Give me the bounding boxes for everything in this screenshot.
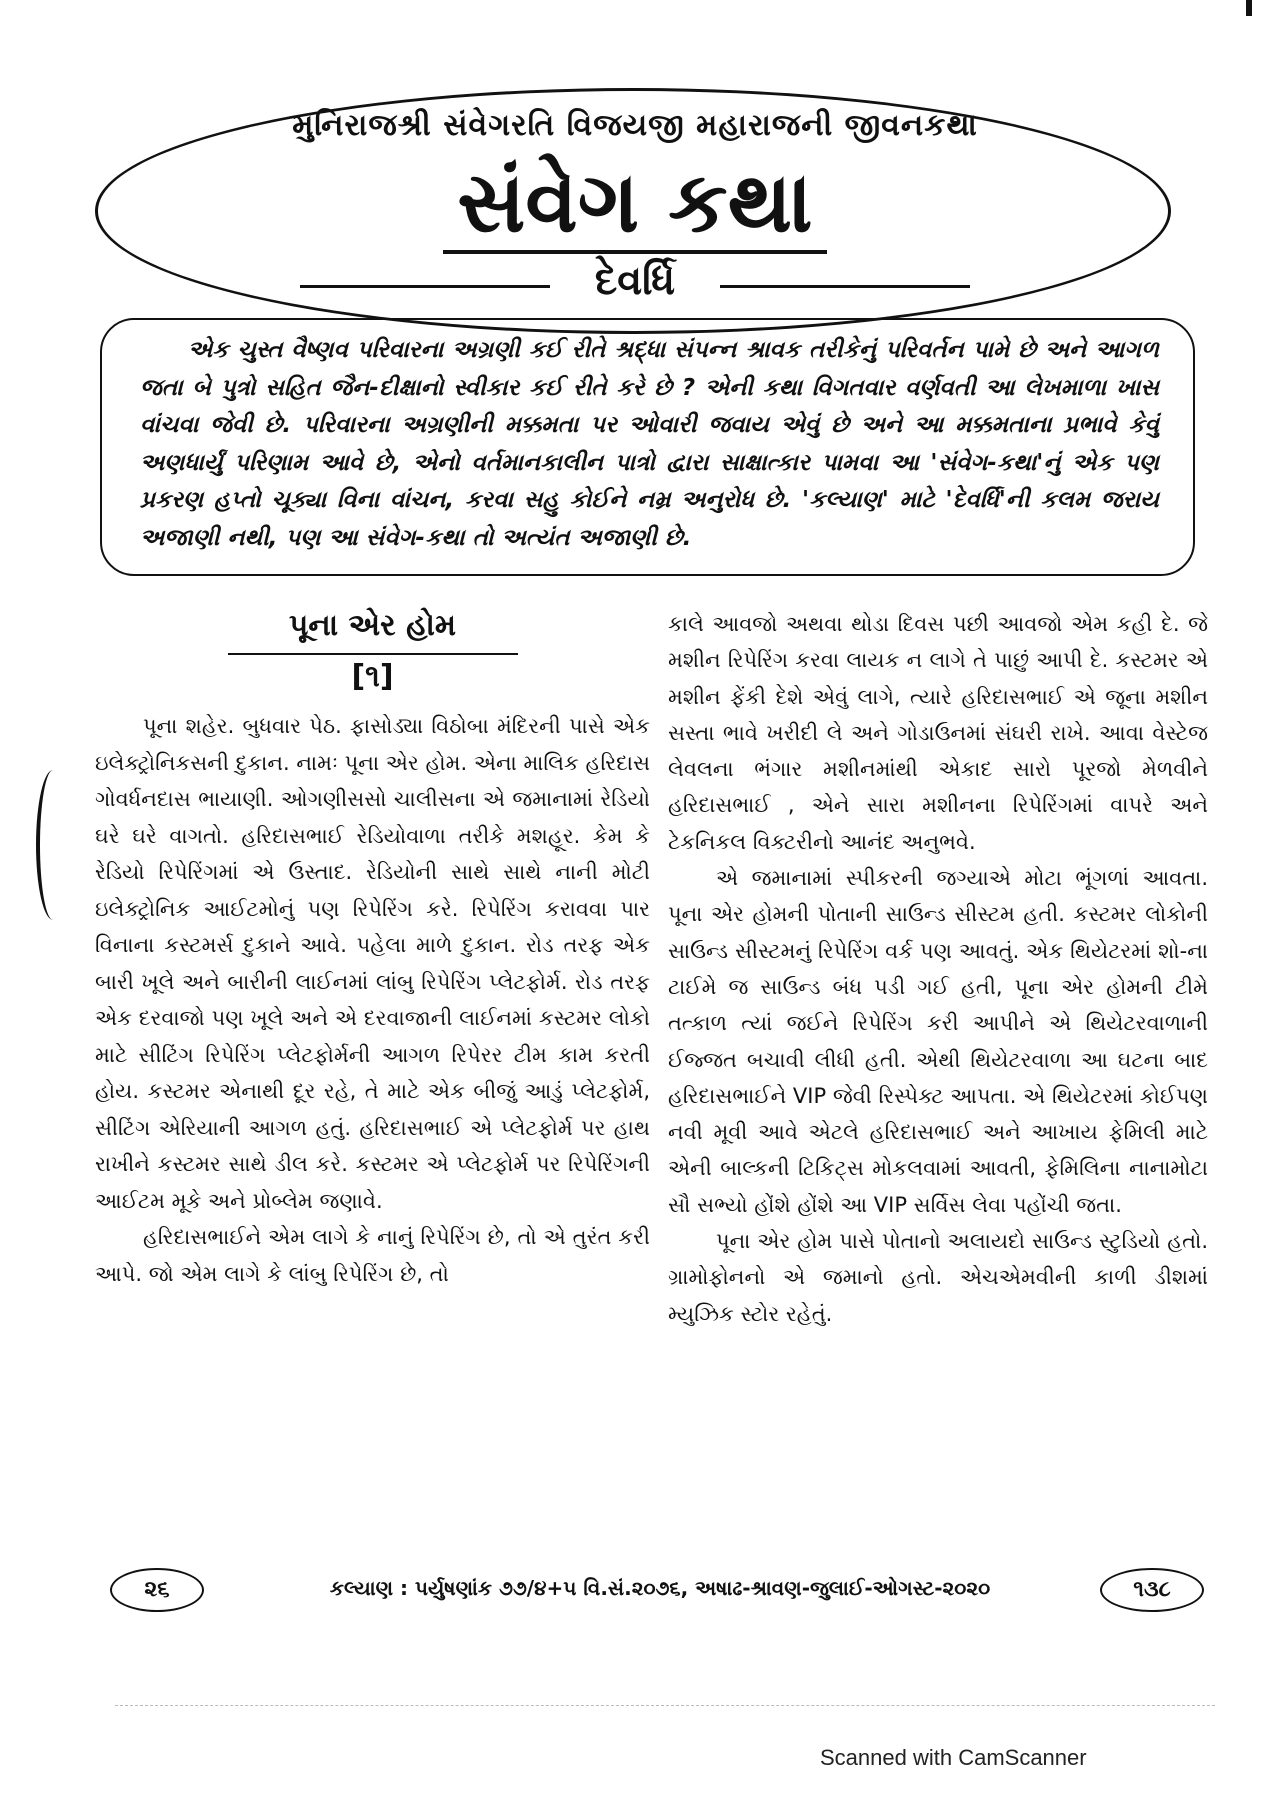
- series-title: [0, 153, 1270, 254]
- series-title-text: સંવેગ કથા: [443, 160, 826, 254]
- author-rule-right: [720, 285, 970, 288]
- author-name: દેવર્ધિ: [594, 258, 676, 304]
- page-number-left: ૨૬: [110, 1568, 204, 1612]
- author-rule-left: [300, 285, 550, 288]
- paragraph: એ જમાનામાં સ્પીકરની જગ્યાએ મોટા ભૂંગળાં આવતા. પૂના એર હોમની પોતાની સાઉન્ડ સીસ્ટમ હતી. કસ્ટમર લોકોની સાઉન્ડ સીસ્ટમનું રિપેરિંગ વર્ક પણ આવતું. એક થિયેટરમાં શો-ના ટાઈમે જ સાઉન્ડ બંધ પડી ગઈ હતી, પૂના એર હોમની ટીમે તત્કાળ ત્યાં જઈને રિપેરિંગ કરી આપીને એ થિયેટરવાળાની ઈજ્જત બચાવી લીધી હતી. એથી થિયેટરવાળા આ ઘટના બાદ હરિદાસભાઈને VIP જેવી રિસ્પેક્ટ આપતા. એ થિયેટરમાં કોઈપણ નવી મૂવી આવે એટલે હરિદાસભાઈ અને આખાય ફેમિલી માટે એની બાલ્કની ટિકિટ્સ મોકલવામાં આવતી, ફેમિલિના નાનામોટા સૌ સભ્યો હોંશે હોંશે આ VIP સર્વિસ લેવા પહોંચી જતા.: [668, 866, 1208, 1217]
- margin-bracket-mark: [36, 770, 70, 920]
- intro-text: એક ચુસ્ત વૈષ્ણવ પરિવારના અગ્રણી કઈ રીતે શ્રદ્ધા સંપન્ન શ્રાવક તરીકેનું પરિવર્તન પામે છે અને આગળ જતા બે પુત્રો સહિત જૈન-દીક્ષાનો સ્વીકાર કઈ રીતે કરે છે ? એની કથા વિગતવાર વર્ણવતી આ લેખમાળા ખાસ વાંચવા જેવી છે. પરિવારના અગ્રણીની મક્કમતા પર ઓવારી જવાય એવું છે અને આ મક્કમતાના પ્રભાવે કેવું અણધાર્યું પરિણામ આવે છે, એનો વર્તમાનકાલીન પાત્રો દ્વારા સાક્ષાત્કાર પામવા આ 'સંવેગ-કથા'નું એક પણ પ્રકરણ હપ્તો ચૂક્યા વિના વાંચન, કરવા સહુ કોઈને નમ્ર અનુરોધ છે. 'કલ્યાણ' માટે 'દેવર્ધિ'ની કલમ જરાય અજાણી નથી, પણ આ સંવેગ-કથા તો અત્યંત અજાણી છે.: [140, 337, 1159, 551]
- intro-box: [100, 318, 1195, 576]
- paragraph: પૂના એર હોમ પાસે પોતાનો અલાયદો સાઉન્ડ સ્ટુડિયો હતો. ગ્રામોફોનનો એ જમાનો હતો. એચએમવીની કાળી ડીશમાં મ્યુઝિક સ્ટોર રહેતું.: [668, 1229, 1208, 1326]
- paragraph: કાલે આવજો અથવા થોડા દિવસ પછી આવજો એમ કહી દે. જે મશીન રિપેરિંગ કરવા લાયક ન લાગે તે પાછું આપી દે. કસ્ટમર એ મશીન ફેંકી દેશે એવું લાગે, ત્યારે હરિદાસભાઈ એ જૂના મશીન સસ્તા ભાવે ખરીદી લે અને ગોડાઉનમાં સંઘરી રાખે. આવા વેસ્ટેજ લેવલના ભંગાર મશીનમાંથી એકાદ સારો પૂરજો મેળવીને હરિદાસભાઈ , એને સારા મશીનના રિપેરિંગમાં વાપરે અને ટેકનિકલ વિક્ટરીનો આનંદ અનુભવે.: [668, 612, 1208, 854]
- scanner-watermark: Scanned with CamScanner: [820, 1745, 1087, 1770]
- page-number-right: ૧૩૮: [1100, 1568, 1204, 1612]
- paragraph: હરિદાસભાઈને એમ લાગે કે નાનું રિપેરિંગ છે, તો એ તુરંત કરી આપે. જો એમ લાગે કે લાંબુ રિપેરિંગ છે, તો: [95, 1225, 650, 1286]
- page-footer: [0, 1568, 1270, 1618]
- article-column-right: [668, 606, 1208, 1332]
- article-heading: પૂના એર હોમ: [288, 608, 457, 643]
- publication-info: કલ્યાણ : પર્યુષણાંક ૭૭/૪+૫ વિ.સં.૨૦૭૬, અષાઢ-શ્રાવણ-જુલાઈ-ઓગસ્ટ-૨૦૨૦: [329, 1576, 991, 1600]
- author-row: [0, 258, 1270, 308]
- heading-underline: [228, 653, 518, 655]
- scan-edge-line: [115, 1705, 1215, 1707]
- scan-corner-mark: [1246, 0, 1252, 16]
- chapter-number: [૧]: [351, 659, 394, 694]
- paragraph: પૂના શહેર. બુધવાર પેઠ. ફાસોડ્યા વિઠોબા મંદિરની પાસે એક ઇલેક્ટ્રોનિકસની દુકાન. નામઃ પૂના એર હોમ. એના માલિક હરિદાસ ગોવર્ધનદાસ ભાયાણી. ઓગણીસસો ચાલીસના એ જમાનામાં રેડિયો ઘરે ઘરે વાગતો. હરિદાસભાઈ રેડિયોવાળા તરીકે મશહૂર. કેમ કે રેડિયો રિપેરિંગમાં એ ઉસ્તાદ. રેડિયોની સાથે સાથે નાની મોટી ઇલેક્ટ્રોનિક આઈટમોનું પણ રિપેરિંગ કરે. રિપેરિંગ કરાવવા પાર વિનાના કસ્ટમર્સ દુકાને આવે. પહેલા માળે દુકાન. રોડ તરફ એક બારી ખૂલે અને બારીની લાઈનમાં લાંબુ રિપેરિંગ પ્લેટફોર્મ. રોડ તરફ એક દરવાજો પણ ખૂલે અને એ દરવાજાની લાઈનમાં કસ્ટમર લોકો માટે સીટિંગ રિપેરિંગ પ્લેટફોર્મની આગળ રિપેરર ટીમ કામ કરતી હોય. કસ્ટમર એનાથી દૂર રહે, તે માટે એક બીજું આડું પ્લેટફોર્મ, સીટિંગ એરિયાની આગળ હતું. હરિદાસભાઈ એ પ્લેટફોર્મ પર હાથ રાખીને કસ્ટમર સાથે ડીલ કરે. કસ્ટમર એ પ્લેટફોર્મ પર રિપેરિંગની આઈટમ મૂકે અને પ્રોબ્લેમ જણાવે.: [95, 714, 650, 1213]
- series-subtitle: મુનિરાજશ્રી સંવેગરતિ વિજયજી મહારાજની જીવનકથા: [292, 108, 978, 143]
- article-column-left: [95, 600, 650, 1292]
